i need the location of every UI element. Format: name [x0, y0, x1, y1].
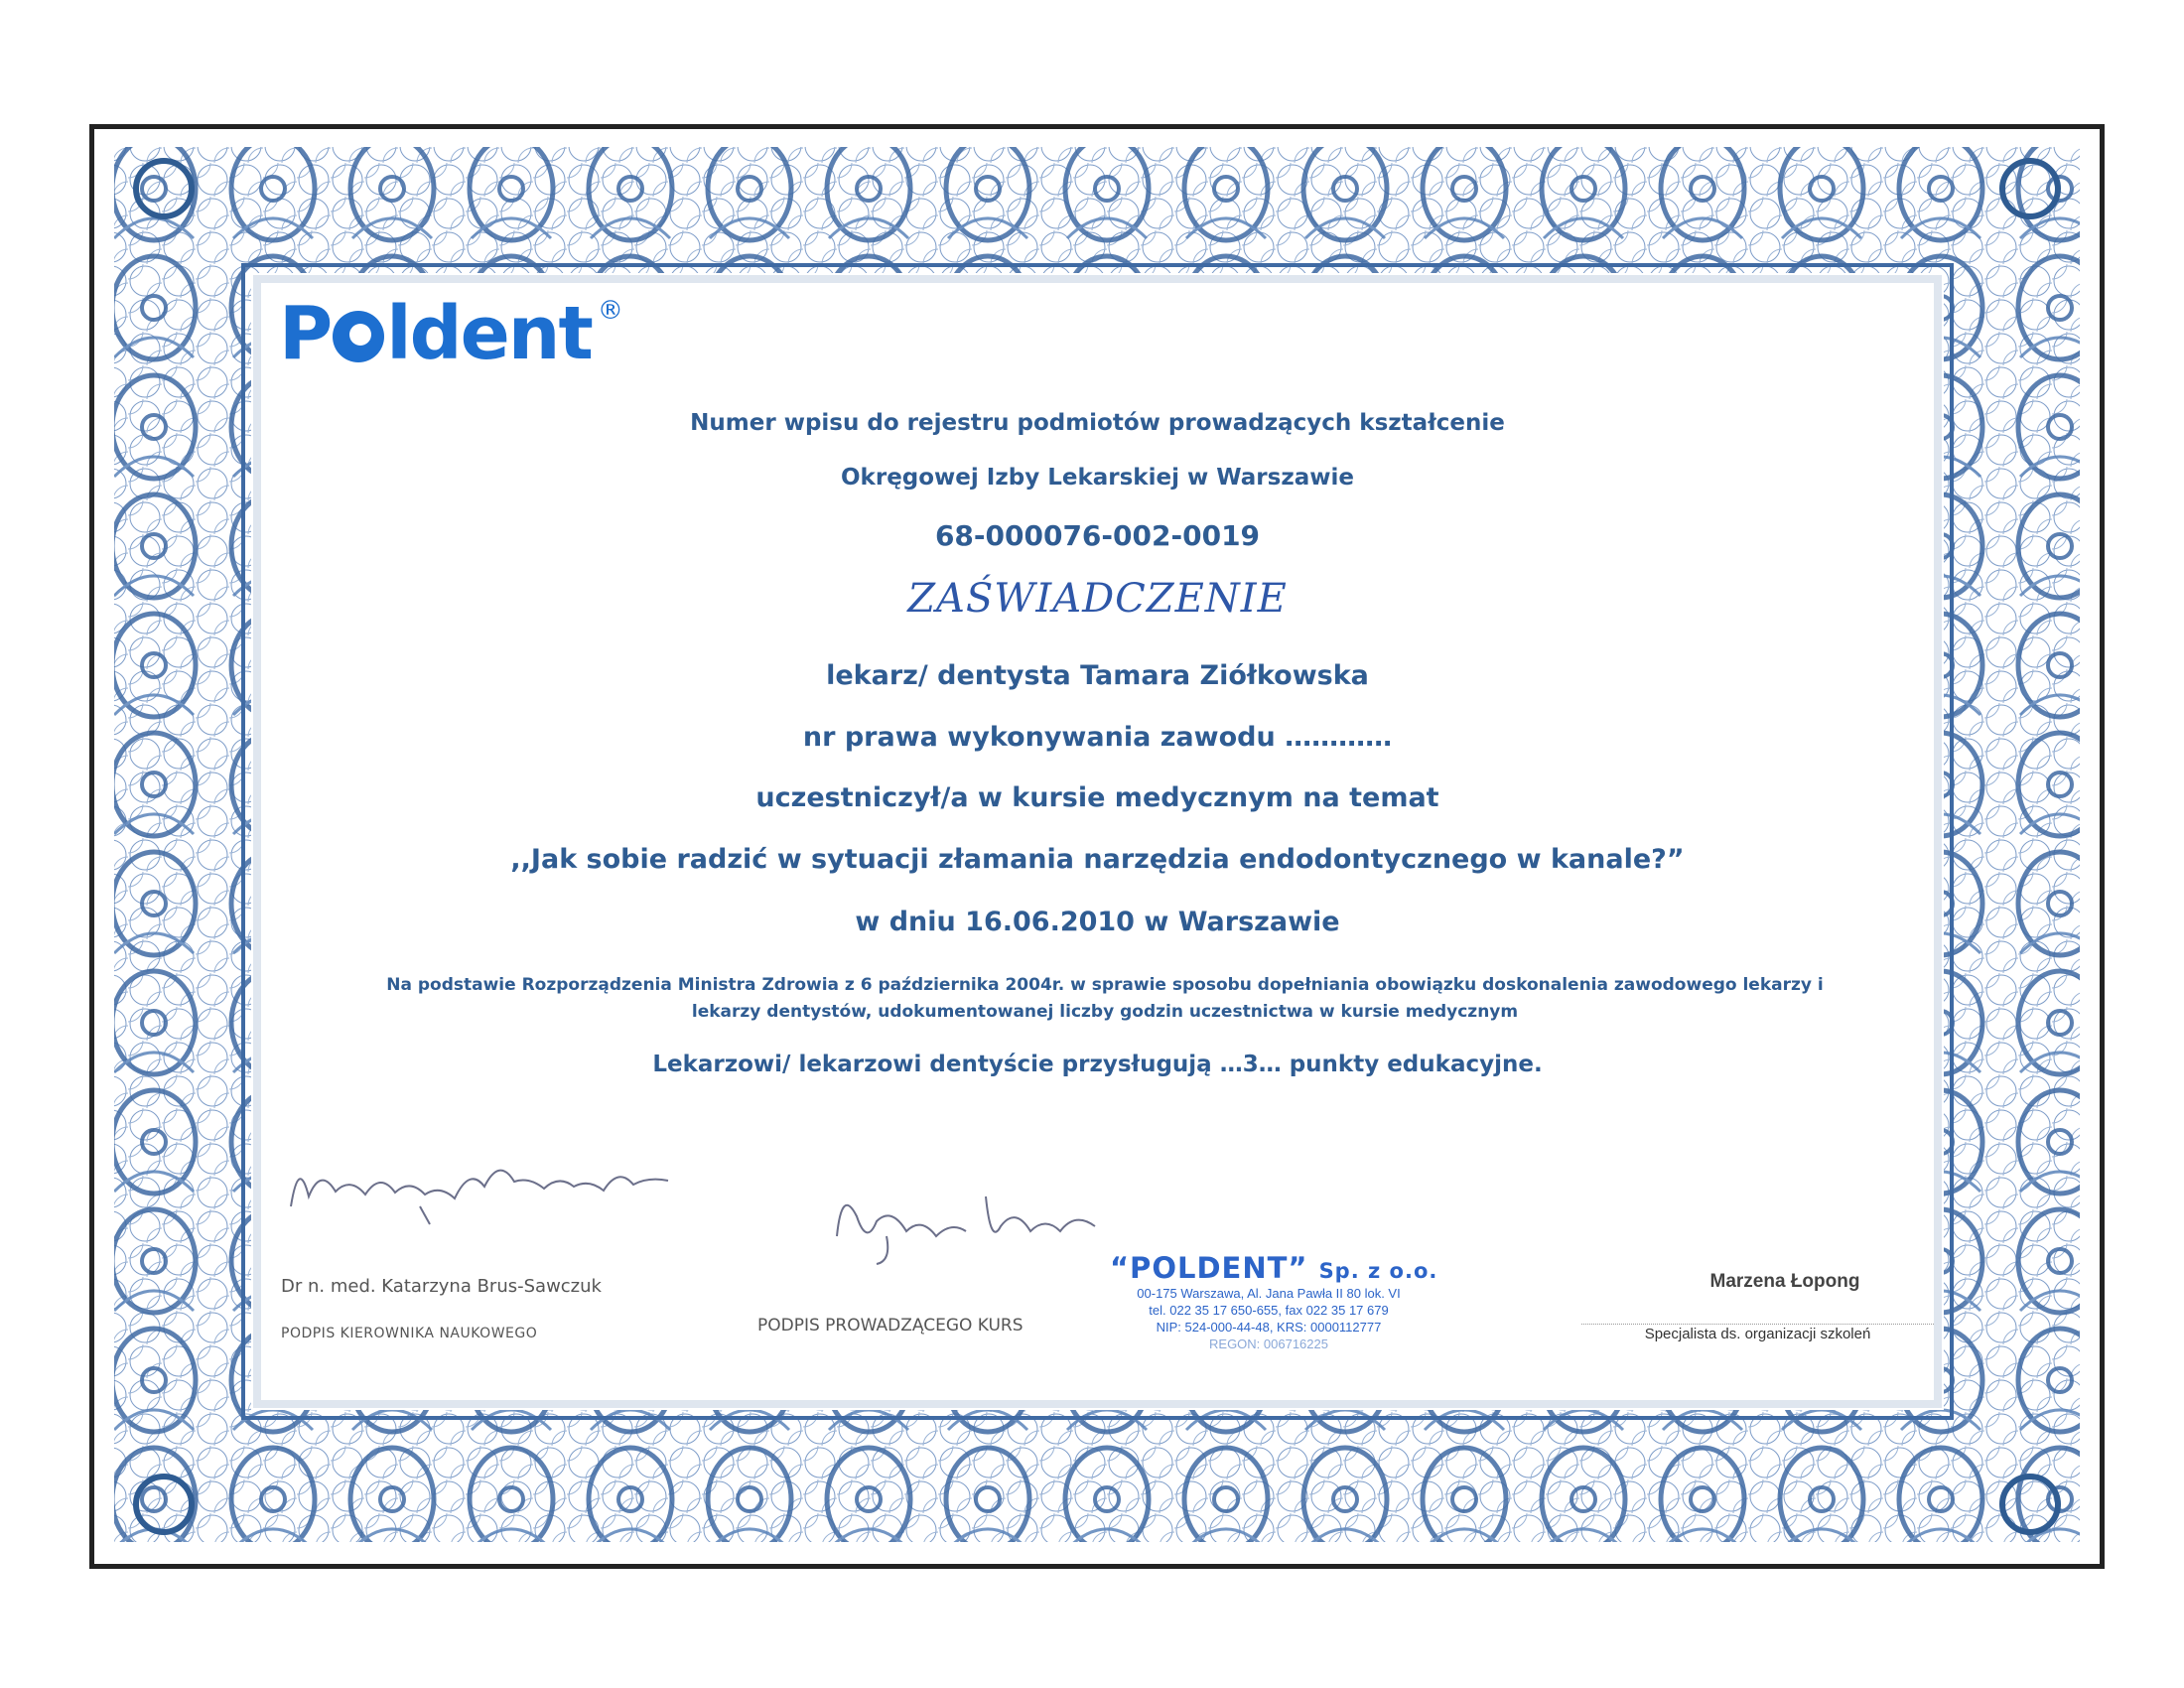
- legal-basis: [301, 972, 1909, 1026]
- organizer-name: Marzena Łopong: [1709, 1271, 1860, 1292]
- legal-basis-line-1: Na podstawie Rozporządzenia Ministra Zdrowia z 6 października 2004r. w sprawie sposobu dopełniania obowiązku doskonalenia zawodowego lekarzy i: [386, 975, 1824, 995]
- scientific-director-caption: PODPIS KIEROWNIKA NAUKOWEGO: [281, 1326, 538, 1341]
- register-number: 68-000076-002-0019: [934, 519, 1261, 552]
- certificate-body: [261, 283, 1934, 1400]
- scientific-director-name: Dr n. med. Katarzyna Brus-Sawczuk: [281, 1276, 602, 1297]
- instructor-caption: PODPIS PROWADZĄCEGO KURS: [757, 1316, 1024, 1336]
- poldent-logo: P ldent ®: [279, 291, 621, 376]
- organizer-signature-line: [1581, 1324, 1934, 1325]
- logo-dot-icon: [333, 311, 384, 362]
- course-topic: ,,Jak sobie radzić w sytuacji złamania narzędzia endodontycznego w kanale?”: [510, 844, 1685, 875]
- course-date: w dniu 16.06.2010 w Warszawie: [855, 907, 1340, 937]
- stamp-company-name: “POLDENT” Sp. z o.o.: [1110, 1251, 1438, 1285]
- register-line-2: Okręgowej Izby Lekarskiej w Warszawie: [841, 465, 1354, 491]
- education-points: Lekarzowi/ lekarzowi dentyście przysługują …3… punkty edukacyjne.: [652, 1052, 1543, 1077]
- document-title: ZAŚWIADCZENIE: [907, 576, 1288, 622]
- certificate: [89, 124, 2105, 1569]
- legal-basis-line-2: lekarzy dentystów, udokumentowanej liczby godzin uczestnictwa w kursie medycznym: [691, 1002, 1519, 1022]
- license-line: nr prawa wykonywania zawodu …………: [802, 722, 1393, 753]
- stamp-address: 00-175 Warszawa, Al. Jana Pawła II 80 lok. VI: [1137, 1286, 1401, 1301]
- scientific-director-signature: [281, 1137, 678, 1226]
- participant-line: lekarz/ dentysta Tamara Ziółkowska: [826, 660, 1369, 691]
- participation-line: uczestniczył/a w kursie medycznym na temat: [755, 782, 1439, 813]
- company-stamp: [1110, 1251, 1438, 1352]
- register-line-1: Numer wpisu do rejestru podmiotów prowadzących kształcenie: [690, 410, 1505, 436]
- stamp-phone: tel. 022 35 17 650-655, fax 022 35 17 679: [1149, 1303, 1389, 1318]
- organizer-role: Specjalista ds. organizacji szkoleń: [1644, 1326, 1871, 1342]
- stamp-regon: REGON: 006716225: [1209, 1336, 1328, 1351]
- stamp-nip-krs: NIP: 524-000-44-48, KRS: 0000112777: [1156, 1320, 1382, 1335]
- instructor-signature: [817, 1177, 1115, 1266]
